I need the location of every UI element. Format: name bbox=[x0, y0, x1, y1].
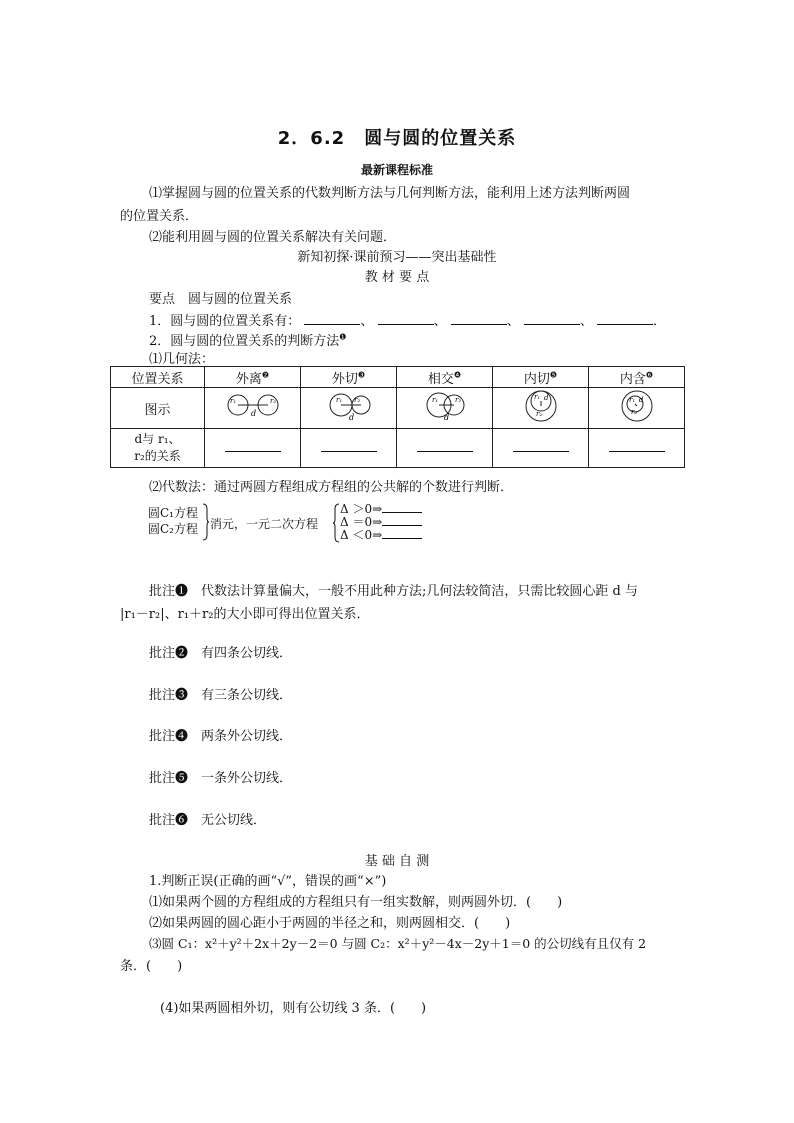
note-4: 批注❹ 两条外公切线． bbox=[149, 729, 293, 744]
relation-answer-blank[interactable] bbox=[493, 429, 589, 468]
svg-text:r₁: r₁ bbox=[335, 396, 342, 404]
elimination-text: 消元，一元二次方程 bbox=[210, 517, 319, 531]
svg-text:r₂: r₂ bbox=[353, 396, 360, 404]
relation-answer-blank[interactable] bbox=[301, 429, 397, 468]
question-1-item-continued: 条．( ) bbox=[120, 959, 183, 974]
relation-answer-blank[interactable] bbox=[589, 429, 685, 468]
svg-text:d: d bbox=[250, 409, 256, 418]
figure-external-tangent-circles bbox=[301, 388, 397, 429]
svg-text:d: d bbox=[443, 413, 449, 422]
course-standard-heading: 最新课程标准 bbox=[360, 163, 433, 177]
svg-text:r₁: r₁ bbox=[628, 396, 635, 404]
standard-line-2: 的位置关系． bbox=[120, 209, 199, 224]
svg-text:r₂: r₂ bbox=[535, 410, 542, 418]
svg-text:r₁: r₁ bbox=[431, 396, 438, 404]
geometric-method: ⑴几何法： bbox=[149, 352, 215, 367]
table-header-cell: 内切$^❺$ bbox=[493, 367, 589, 388]
standard-line-3: ⑵能利用圆与圆的位置关系解决有关问题． bbox=[149, 230, 397, 245]
table-header-cell: 位置关系 bbox=[111, 367, 205, 388]
circle-1-equation: 圆C₁方程 bbox=[148, 506, 198, 520]
figure-row-label: 图示 bbox=[111, 388, 205, 429]
svg-text:r₂: r₂ bbox=[454, 396, 461, 404]
table-header-cell: 内含$^❻$ bbox=[589, 367, 685, 388]
item-2-text: 2．圆与圆的位置关系的判断方法 bbox=[149, 334, 340, 349]
circle-2-equation: 圆C₂方程 bbox=[148, 522, 198, 536]
question-1-item: ⑶圆 C₁：x²＋y²＋2x＋2y－2＝0 与圆 C₂：x²＋y²－4x－2y＋1＝0 的公切线有且仅有 2 bbox=[149, 936, 647, 951]
note-5: 批注❺ 一条外公切线． bbox=[149, 771, 293, 786]
answer-blank[interactable] bbox=[597, 312, 653, 325]
left-brace-icon bbox=[332, 503, 340, 543]
discriminant-case: Δ ＝0⇒ bbox=[340, 516, 422, 529]
discriminant-case: Δ ＞0⇒ bbox=[340, 503, 422, 516]
item-1-text: 1．圆与圆的位置关系有： bbox=[149, 314, 301, 329]
figure-containing-circles bbox=[589, 388, 685, 429]
discriminant-case: Δ ＜0⇒ bbox=[340, 529, 422, 542]
table-header-cell: 外离$^❷$ bbox=[205, 367, 301, 388]
standard-line-1: ⑴掌握圆与圆的位置关系的代数判断方法与几何判断方法，能利用上述方法判断两圆 bbox=[149, 186, 631, 201]
self-test-header: 基 础 自 测 bbox=[364, 854, 430, 869]
right-brace-icon bbox=[202, 503, 210, 541]
position-relation-table bbox=[110, 366, 685, 468]
svg-text:r₁: r₁ bbox=[533, 393, 540, 401]
table-header-cell: 外切$^❸$ bbox=[301, 367, 397, 388]
question-1-item: (4)如果两圆相外切，则有公切线 3 条．( ) bbox=[160, 1001, 427, 1016]
svg-text:d: d bbox=[348, 413, 354, 422]
note-6: 批注❻ 无公切线． bbox=[149, 813, 267, 828]
item-1: 1．圆与圆的位置关系有： 、 、 、 、 ． bbox=[149, 314, 666, 329]
answer-blank[interactable] bbox=[451, 312, 507, 325]
figure-internal-tangent-circles bbox=[493, 388, 589, 429]
figure-intersecting-circles bbox=[397, 388, 493, 429]
section-header: 新知初探·课前预习——突出基础性 bbox=[297, 250, 497, 265]
svg-text:d: d bbox=[638, 396, 643, 404]
table-header-cell: 相交$^❹$ bbox=[397, 367, 493, 388]
table-figure-row bbox=[111, 388, 685, 429]
answer-blank[interactable] bbox=[304, 312, 360, 325]
svg-text:r₁: r₁ bbox=[229, 397, 236, 405]
question-1-item: ⑵如果两圆的圆心距小于两圆的半径之和，则两圆相交．( ) bbox=[149, 916, 511, 931]
question-1-item: ⑴如果两个圆的方程组成的方程组只有一组实数解，则两圆外切．( ) bbox=[149, 895, 563, 910]
page-title: 2．6.2 圆与圆的位置关系 bbox=[277, 128, 517, 149]
note-2: 批注❷ 有四条公切线． bbox=[149, 646, 293, 661]
relation-answer-blank[interactable] bbox=[397, 429, 493, 468]
svg-text:r₂: r₂ bbox=[630, 408, 637, 416]
svg-text:r₂: r₂ bbox=[269, 397, 276, 405]
note-3: 批注❸ 有三条公切线． bbox=[149, 688, 293, 703]
answer-blank[interactable] bbox=[524, 312, 580, 325]
question-1: 1.判断正误(正确的画“√”，错误的画“×”) bbox=[149, 874, 387, 889]
relation-answer-blank[interactable] bbox=[205, 429, 301, 468]
table-relation-row bbox=[111, 429, 685, 468]
annotation-mark: ❶ bbox=[339, 332, 347, 342]
table-header-row bbox=[111, 367, 685, 388]
note-1: 批注❶ 代数法计算量偏大，一般不用此种方法;几何法较简洁，只需比较圆心距 d 与 bbox=[149, 584, 638, 599]
key-point: 要点 圆与圆的位置关系 bbox=[149, 292, 293, 307]
material-header: 教 材 要 点 bbox=[364, 270, 430, 285]
item-2 bbox=[149, 330, 346, 349]
relation-row-label: d与 r₁、 r₂的关系 bbox=[111, 429, 205, 468]
figure-separate-circles bbox=[205, 388, 301, 429]
answer-blank[interactable] bbox=[378, 312, 434, 325]
svg-text:d: d bbox=[543, 394, 548, 402]
note-1-continued: |r₁－r₂|、r₁＋r₂的大小即可得出位置关系． bbox=[120, 607, 370, 622]
algebraic-method: ⑵代数法：通过两圆方程组成方程组的公共解的个数进行判断． bbox=[149, 480, 514, 495]
